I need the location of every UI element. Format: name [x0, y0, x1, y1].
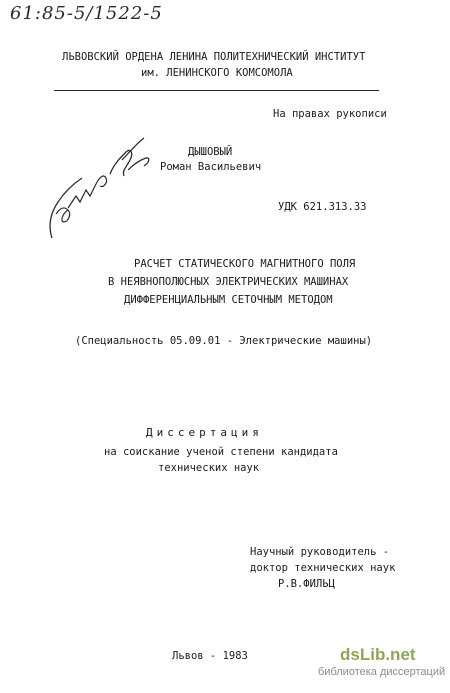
- author-name: Роман Васильевич: [160, 161, 262, 173]
- institute-name-line2: им. ЛЕНИНСКОГО КОМСОМОЛА: [141, 67, 293, 79]
- udc-code: УДК 621.313.33: [278, 201, 367, 213]
- handwritten-signature: [38, 130, 158, 245]
- place-year: Львов - 1983: [172, 650, 248, 662]
- header-rule: [54, 90, 379, 91]
- supervisor-line-2: доктор технических наук: [250, 562, 396, 574]
- institute-name: ЛЬВОВСКИЙ ОРДЕНА ЛЕНИНА ПОЛИТЕХНИЧЕСКИЙ ИНСТИТУТ: [62, 51, 366, 63]
- specialty: (Специальность 05.09.01 - Электрические машины): [75, 335, 373, 347]
- degree-line-1: на соискание ученой степени кандидата: [104, 446, 338, 458]
- supervisor-name: Р.В.ФИЛЬЦ: [278, 578, 335, 590]
- author-surname: ДЫШОВЫЙ: [188, 146, 233, 158]
- dissertation-heading: Диссертация: [146, 426, 263, 439]
- title-line-2: В НЕЯВНОПОЛЮСНЫХ ЭЛЕКТРИЧЕСКИХ МАШИНАХ: [108, 276, 349, 288]
- archive-code: 61:85-5/1522-5: [10, 3, 163, 24]
- title-line-1: РАСЧЕТ СТАТИЧЕСКОГО МАГНИТНОГО ПОЛЯ: [134, 258, 356, 270]
- supervisor-line-1: Научный руководитель -: [250, 546, 390, 558]
- dslib-logo[interactable]: dsLib.net: [340, 645, 416, 664]
- manuscript-rights: На правах рукописи: [273, 108, 387, 120]
- degree-line-2: технических наук: [158, 462, 260, 474]
- title-line-3: ДИФФЕРЕНЦИАЛЬНЫМ СЕТОЧНЫМ МЕТОДОМ: [124, 294, 333, 306]
- dslib-subtitle: библиотека диссертаций: [318, 666, 446, 678]
